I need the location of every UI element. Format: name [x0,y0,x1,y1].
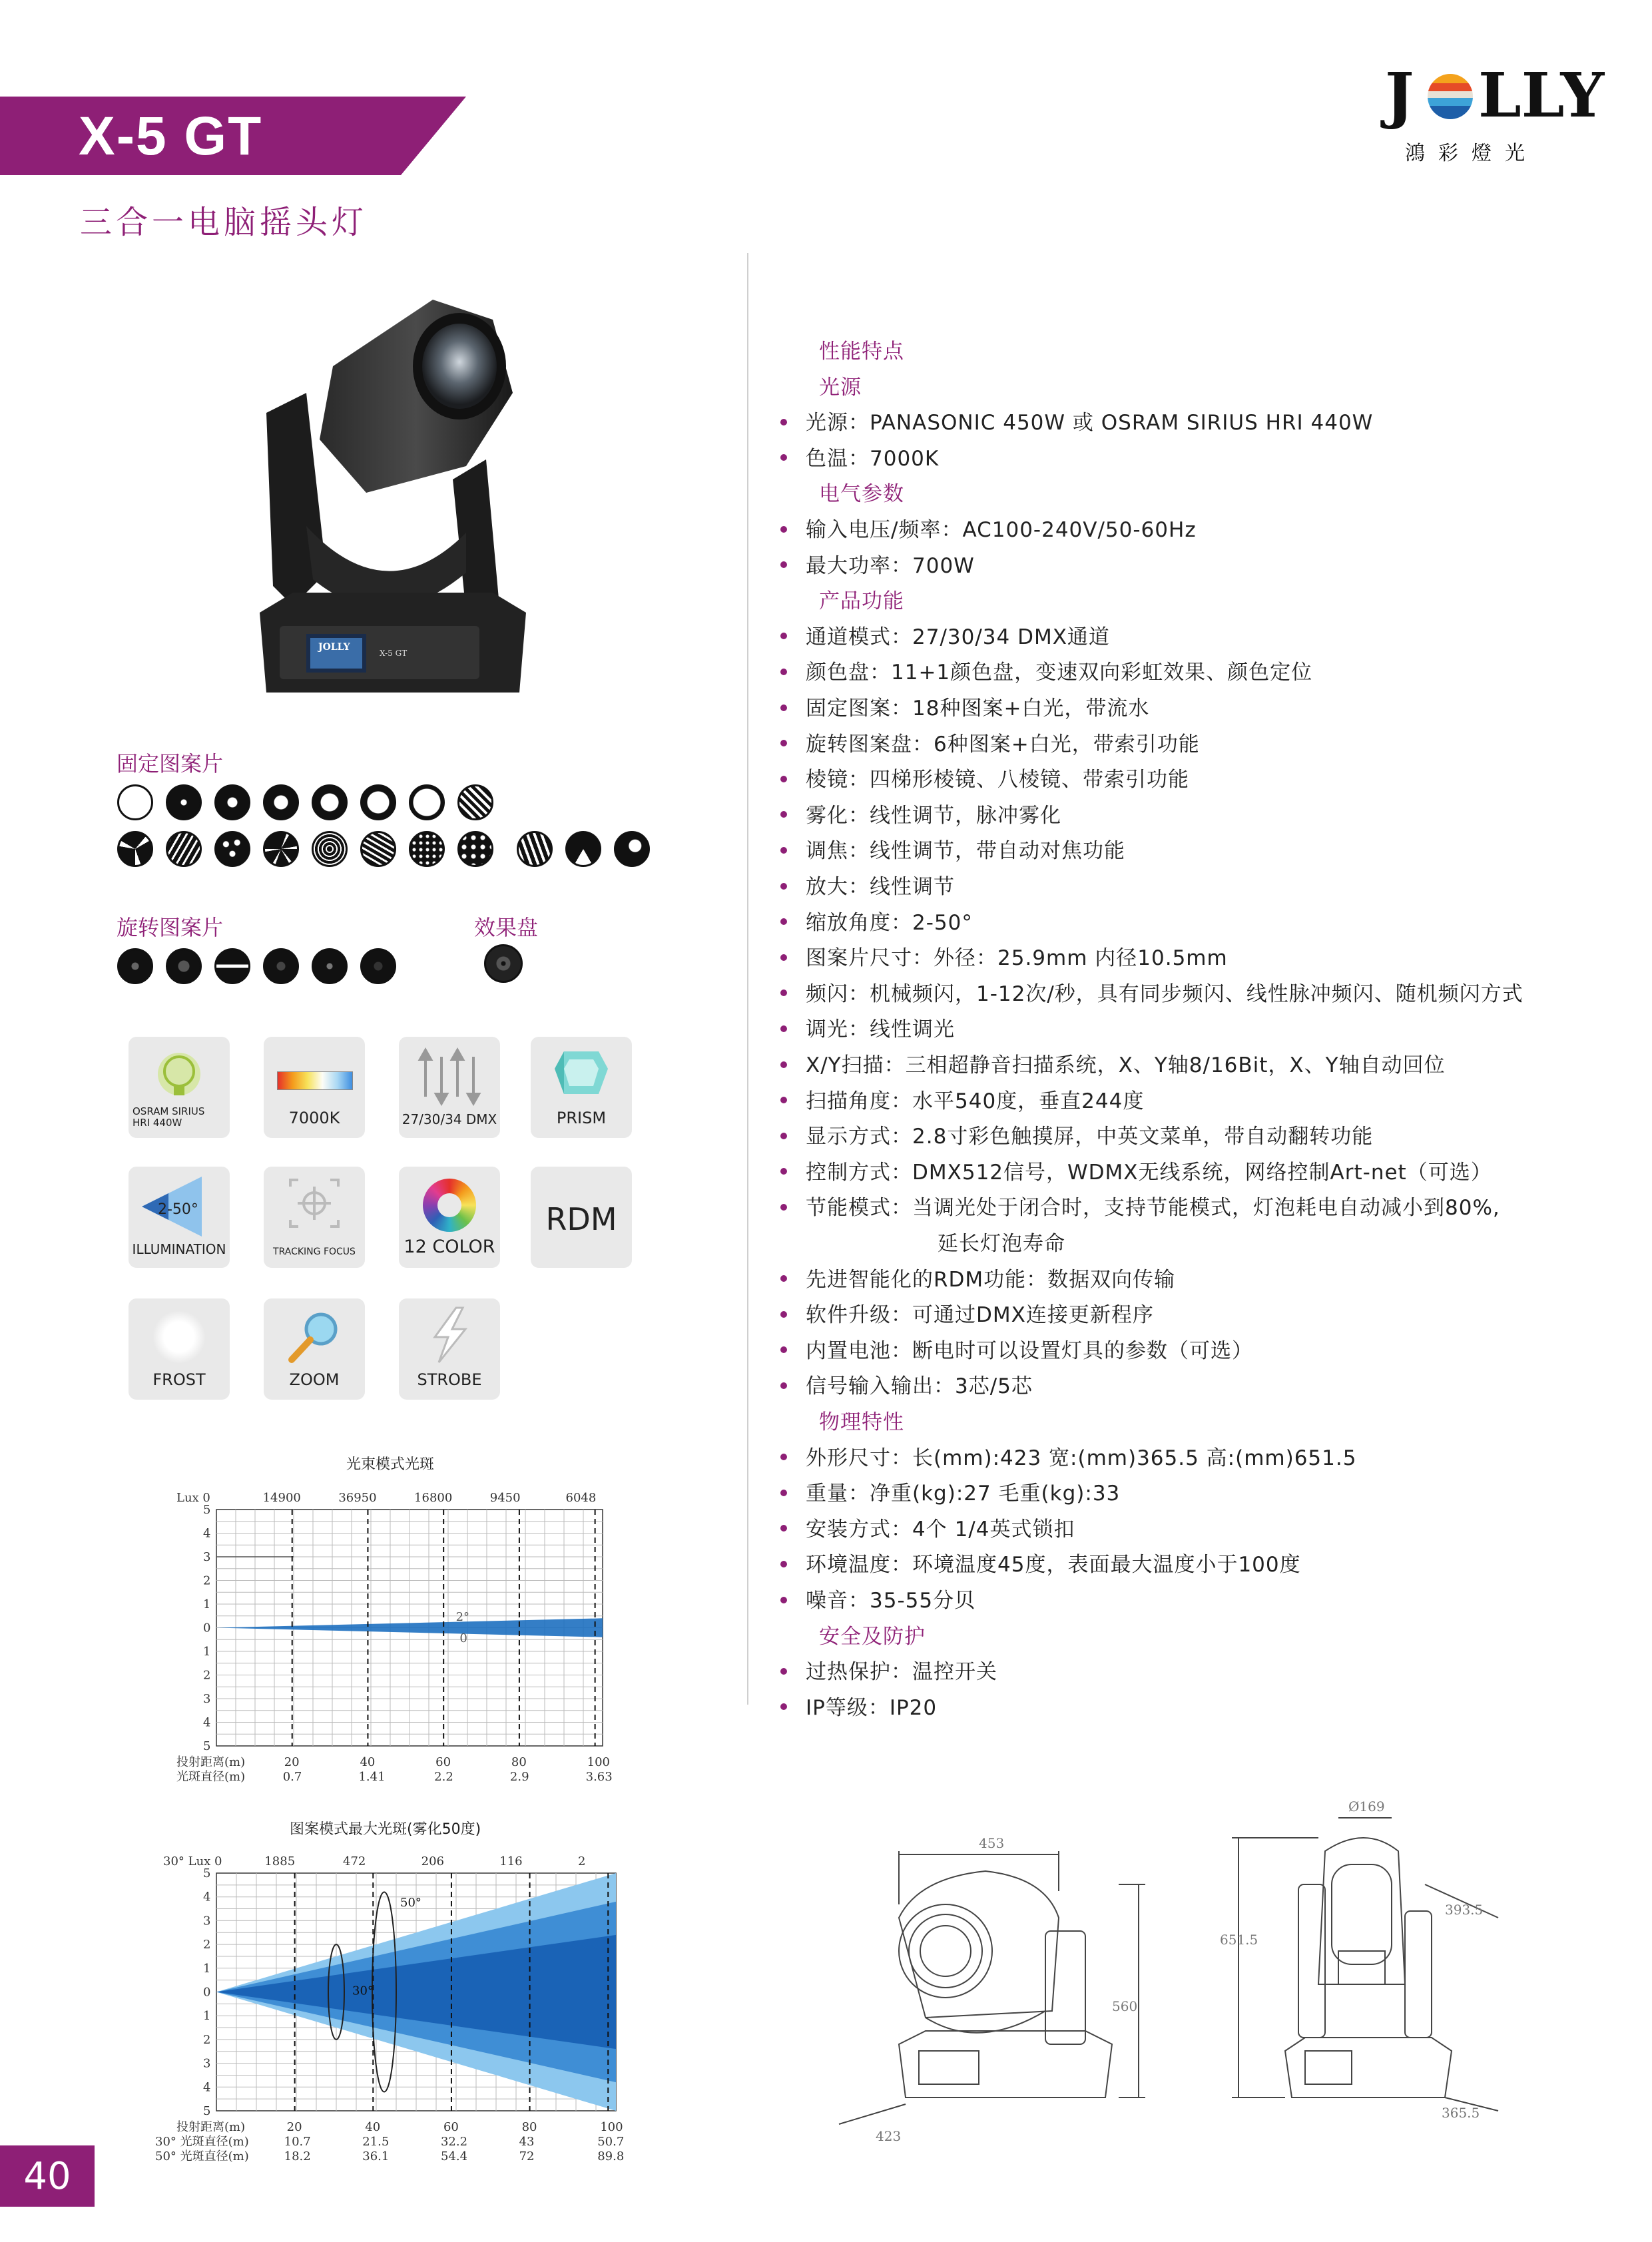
rotating-gobo-1 [117,948,153,984]
bullet-icon [780,1061,787,1068]
bullet-icon [780,1097,787,1103]
spec-item [780,1298,1154,1328]
spec-item [780,1547,1301,1577]
spec-item-text: 图案片尺寸：外径：25.9mm 内径10.5mm [806,946,1228,971]
spec-section-heading: 安全及防护 [819,1624,926,1649]
illumination-angle: 2-50° [158,1201,198,1218]
bullet-icon [780,954,787,961]
spec-item [780,870,955,900]
bullet-icon [780,526,787,533]
lux-value-label: 472 [343,1854,366,1868]
model-title: X-5 GT [79,106,263,166]
dim-depth: 423 [876,2128,902,2144]
dim-total-height: 651.5 [1220,1932,1258,1948]
gobo-dot-3 [263,784,299,820]
spec-item-text: 雾化：线性调节，脉冲雾化 [806,803,1061,828]
spec-item-text: 先进智能化的RDM功能：数据双向传输 [806,1267,1176,1292]
gobo-pattern-4 [263,831,299,867]
bullet-icon [780,1204,787,1211]
feature-icon-illumination [129,1167,230,1268]
svg-text:J: J [1385,59,1414,131]
spec-section-heading: 电气参数 [819,482,904,507]
rotating-gobo-label: 旋转图案片 [117,915,224,940]
bullet-icon [780,1454,787,1460]
spec-section-heading: 光源 [819,375,862,400]
y-tick-label: 5 [203,2104,211,2118]
lux-value-label: 1885 [264,1854,296,1868]
lightning-icon [399,1298,500,1372]
spec-item [780,941,1228,971]
effect-wheel-gobo [484,944,523,983]
dim-base-width: 365.5 [1442,2105,1480,2121]
rotating-gobo-4 [263,948,299,984]
spec-item [780,1691,937,1721]
spec-item-text: 信号输入输出：3芯/5芯 [806,1374,1033,1399]
spec-item [780,1191,1500,1221]
dim-width: 393.5 [1445,1902,1484,1918]
bullet-icon [780,1668,787,1675]
spec-item [780,620,1110,650]
bullet-icon [780,1275,787,1282]
gobo-dot-1 [166,784,202,820]
distance-tick-label: 80 [511,1755,527,1769]
spec-item-text: 颜色盘：11+1颜色盘，变速双向彩虹效果、颜色定位 [806,661,1313,685]
spec-item [780,691,1149,721]
diameter30-tick-label: 10.7 [284,2135,311,2149]
spec-item-text: 节能模式：当调光处于闭合时，支持节能模式，灯泡耗电自动减小到80%, [806,1196,1500,1221]
feature-label-color: 12 COLOR [404,1237,495,1257]
y-tick-label: 3 [203,1550,211,1564]
gobo-pattern-10 [565,831,601,867]
distance-tick-label: 40 [360,1755,376,1769]
bullet-icon [780,776,787,782]
bullet-icon [780,419,787,425]
spec-item-text: 光源：PANASONIC 450W 或 OSRAM SIRIUS HRI 440W [806,411,1374,435]
spec-item-text: 频闪：机械频闪，1-12次/秒，具有同步频闪、线性脉冲频闪、随机频闪方式 [806,981,1523,1006]
fixed-gobo-label: 固定图案片 [117,751,224,776]
spec-item-text: 调光：线性调光 [806,1017,955,1042]
feature-label-illumination: ILLUMINATION [132,1241,226,1257]
spec-item-text: 外形尺寸：长(mm):423 宽:(mm)365.5 高:(mm)651.5 [806,1446,1357,1470]
spec-item [780,1476,1120,1506]
spec-item [780,906,973,936]
spec-item [780,406,1373,435]
lux-label: Lux 0 [176,1491,210,1505]
bullet-icon [780,918,787,925]
y-tick-label: 1 [203,1645,211,1659]
distance-tick-label: 80 [521,2120,537,2134]
gobo-dot-2 [214,784,250,820]
product-photo [253,293,533,712]
y-tick-label: 4 [203,1715,211,1730]
spec-item [780,441,939,471]
bullet-icon [780,454,787,461]
distance-axis-label: 投射距离(m) [176,1755,246,1769]
bullet-icon [780,1525,787,1532]
spec-item-text: 过热保护：温控开关 [806,1660,997,1685]
diameter-tick-label: 2.9 [509,1770,529,1784]
feature-icon-frost [129,1298,230,1400]
distance-tick-label: 20 [286,2120,302,2134]
bullet-icon [780,1382,787,1389]
y-tick-label: 1 [203,2009,211,2024]
brand-logo-graphic [1385,59,1605,131]
diameter30-tick-label: 32.2 [440,2135,468,2149]
bullet-icon [780,1703,787,1710]
diameter50-tick-label: 72 [519,2149,535,2163]
spec-item [780,1441,1356,1471]
diameter30-axis-label: 30° 光斑直径(m) [155,2135,249,2149]
chart1-beam-diagram [166,1475,619,1784]
spec-item [780,834,1125,864]
feature-icon-tracking-focus [264,1167,365,1268]
lux-value-label: 2 [577,1854,586,1868]
bullet-icon [780,669,787,675]
y-tick-label: 2 [203,2032,211,2047]
spec-item [780,1583,975,1613]
spec-item-text: 缩放角度：2-50° [806,910,973,935]
bullet-icon [780,1133,787,1139]
focus-target-icon [264,1167,365,1240]
lux-value-label: 9450 [489,1491,521,1505]
spec-item [780,1084,1144,1114]
y-tick-label: 5 [203,1866,211,1880]
spec-section-heading: 物理特性 [819,1410,904,1434]
outer-angle-label: 50° [400,1895,421,1910]
spec-item-text: 环境温度：环境温度45度，表面最大温度小于100度 [806,1553,1301,1577]
prism-icon [531,1037,632,1110]
y-tick-label: 0 [203,1985,211,2000]
spec-item [780,1262,1175,1292]
rotating-gobo-5 [312,948,348,984]
spec-item [780,1512,1075,1542]
diameter-tick-label: 3.63 [585,1770,613,1784]
spec-item-text: 旋转图案盘：6种图案+白光，带索引功能 [806,732,1200,756]
dim-diameter: Ø169 [1348,1799,1385,1815]
page-number: 40 [0,2145,95,2207]
lux-label: 30° Lux 0 [163,1854,222,1868]
spec-item [780,1369,1033,1399]
feature-label-strobe: STROBE [417,1370,482,1389]
distance-tick-label: 100 [600,2120,623,2134]
diameter-tick-label: 0.7 [282,1770,302,1784]
y-tick-label: 4 [203,2080,211,2095]
bullet-icon [780,847,787,854]
svg-text:LLY: LLY [1478,59,1605,131]
bullet-icon [780,989,787,996]
y-tick-label: 4 [203,1526,211,1541]
bullet-icon [780,1490,787,1496]
rotating-gobo-2 [166,948,202,984]
spec-item [780,727,1200,757]
feature-icon-strobe [399,1298,500,1400]
diameter-tick-label: 1.41 [358,1770,386,1784]
bullet-icon [780,883,787,890]
y-tick-label: 0 [203,1621,211,1635]
bullet-icon [780,1597,787,1603]
spec-item [780,549,975,579]
bullet-icon [780,740,787,746]
dim-height-side: 560 [1112,1998,1138,2014]
rotating-gobo-6 [360,948,396,984]
gobo-dot-5 [360,784,396,820]
y-tick-label: 2 [203,1573,211,1588]
spec-item-text: 最大功率：700W [806,553,975,578]
dimension-drawing-side [1205,1785,1525,2144]
y-tick-label: 2 [203,1938,211,1952]
spec-section-heading: 产品功能 [819,589,904,614]
diameter30-tick-label: 50.7 [597,2135,625,2149]
spec-item-text: 控制方式：DMX512信号，WDMX无线系统，网络控制Art-net（可选） [806,1160,1492,1185]
gobo-pattern-7 [409,831,445,867]
column-divider [747,253,748,1705]
feature-icon-zoom [264,1298,365,1400]
spec-item-text: 噪音：35-55分贝 [806,1589,976,1613]
y-tick-label: 4 [203,1890,211,1904]
gobo-pattern-3 [214,831,250,867]
bullet-icon [780,1561,787,1567]
beam-zero-label: 0 [459,1631,467,1645]
chart1-title: 光束模式光斑 [346,1456,435,1473]
spec-item-text: 棱镜：四梯形棱镜、八棱镜、带索引功能 [806,768,1189,792]
spec-item [780,1012,955,1042]
brand-chinese: 鴻彩燈光 [1405,142,1538,165]
diameter50-tick-label: 18.2 [284,2149,311,2163]
y-tick-label: 2 [203,1668,211,1683]
distance-tick-label: 100 [587,1755,610,1769]
spec-item-text: 重量：净重(kg):27 毛重(kg):33 [806,1482,1121,1506]
spec-item [780,762,1189,792]
diameter30-tick-label: 43 [519,2135,535,2149]
spec-item-text: 放大：线性调节 [806,875,955,899]
spec-item-text: 调焦：线性调节，带自动对焦功能 [806,839,1125,864]
spec-item-text: 显示方式：2.8寸彩色触摸屏，中英文菜单，带自动翻转功能 [806,1125,1374,1149]
dimension-drawing-front [826,1798,1172,2144]
spec-item [780,1655,997,1685]
distance-tick-label: 40 [365,2120,381,2134]
gobo-pattern-6 [360,831,396,867]
lux-value-label: 116 [499,1854,523,1868]
color-temp-bar-icon [277,1071,353,1090]
gobo-pattern-5 [312,831,348,867]
distance-axis-label: 投射距离(m) [176,2120,246,2134]
spec-item [780,1334,1253,1364]
product-subtitle: 三合一电脑摇头灯 [80,204,368,241]
gobo-pattern-2 [166,831,202,867]
gobo-dot-6 [409,784,445,820]
feature-label-prism: PRISM [556,1109,607,1127]
diameter30-tick-label: 21.5 [362,2135,390,2149]
y-tick-label: 3 [203,2056,211,2071]
distance-tick-label: 20 [284,1755,300,1769]
bullet-icon [780,561,787,568]
y-tick-label: 5 [203,1739,211,1753]
rotating-gobo-3 [214,948,250,984]
beam-angle-label: 2° [455,1609,470,1624]
feature-icon-dmx [399,1037,500,1138]
bullet-icon [780,1346,787,1353]
bullet-icon [780,1168,787,1175]
spec-item-text: 软件升级：可通过DMX连接更新程序 [806,1303,1154,1328]
spec-item-text: 扫描角度：水平540度，垂直244度 [806,1089,1145,1113]
diameter50-tick-label: 36.1 [362,2149,390,2163]
gobo-pattern-11 [614,831,650,867]
gobo-pattern-grid [457,784,493,820]
spec-item [780,1155,1492,1185]
svg-text:JOLLY: JOLLY [318,642,350,653]
diameter-axis-label: 光斑直径(m) [176,1770,246,1784]
spec-item-text: IP等级：IP20 [806,1695,938,1720]
spec-item-text: 输入电压/频率：AC100-240V/50-60Hz [806,518,1197,542]
lux-value-label: 6048 [565,1491,597,1505]
dmx-arrows-icon [399,1037,500,1110]
spec-item [780,513,1197,543]
distance-tick-label: 60 [443,2120,459,2134]
spec-section-heading: 性能特点 [819,340,904,364]
gobo-open [117,784,153,820]
y-tick-label: 3 [203,1692,211,1706]
lux-value-label: 14900 [262,1491,301,1505]
color-wheel-icon [423,1179,476,1232]
y-tick-label: 1 [203,1961,211,1976]
spec-item-continuation: 延长灯泡寿命 [938,1232,1065,1256]
bullet-icon [780,1311,787,1318]
bullet-icon [780,811,787,818]
feature-icon-lamp [129,1037,230,1138]
bullet-icon [780,1025,787,1032]
lux-value-label: 36950 [338,1491,377,1505]
spec-item-text: 固定图案：18种图案+白光，带流水 [806,697,1150,720]
gobo-pattern-9 [517,831,553,867]
bulb-icon [129,1037,230,1110]
frost-glow-icon [152,1310,206,1364]
feature-icon-rdm [531,1167,632,1268]
feature-icon-prism [531,1037,632,1138]
feature-label-dmx: 27/30/34 DMX [402,1111,497,1127]
inner-angle-label: 30° [352,1984,374,1998]
dim-length: 453 [979,1835,1005,1851]
spec-item-text: 通道模式：27/30/34 DMX通道 [806,625,1110,649]
feature-label-lamp: OSRAM SIRIUS HRI 440W [133,1105,205,1129]
spec-item-text: 色温：7000K [806,446,940,471]
spec-item [780,1119,1373,1149]
diameter-tick-label: 2.2 [434,1770,453,1784]
spec-item-text: X/Y扫描：三相超静音扫描系统，X、Y轴8/16Bit，X、Y轴自动回位 [806,1053,1446,1077]
gobo-dot-4 [312,784,348,820]
feature-icon-color-temp [264,1037,365,1138]
feature-label-zoom: ZOOM [289,1370,340,1389]
feature-label-rdm: RDM [545,1201,617,1237]
feature-icon-color [399,1167,500,1268]
y-tick-label: 1 [203,1597,211,1611]
brand-logo [1385,59,1605,165]
diameter50-tick-label: 54.4 [440,2149,468,2163]
spec-item-text: 内置电池：断电时可以设置灯具的参数（可选） [806,1338,1253,1363]
distance-tick-label: 60 [435,1755,451,1769]
svg-text:X-5 GT: X-5 GT [380,649,408,658]
spec-item-text: 安装方式：4个 1/4英式锁扣 [806,1517,1075,1541]
magnifier-icon [264,1298,365,1372]
chart2-beam-diagram [143,1841,636,2174]
gobo-pattern-8 [457,831,493,867]
chart2-title: 图案模式最大光斑(雾化50度) [290,1821,481,1838]
gobo-pattern-1 [117,831,153,867]
spec-item [780,977,1523,1007]
y-tick-label: 5 [203,1503,211,1517]
spec-item [780,798,1061,828]
effect-wheel-label: 效果盘 [474,915,539,940]
feature-label-color-temp: 7000K [288,1109,340,1127]
feature-label-frost: FROST [152,1370,206,1389]
lux-value-label: 16800 [414,1491,453,1505]
lux-value-label: 206 [421,1854,445,1868]
diameter50-tick-label: 89.8 [597,2149,625,2163]
diameter50-axis-label: 50° 光斑直径(m) [155,2149,249,2163]
bullet-icon [780,633,787,639]
spec-item [780,1048,1446,1078]
feature-label-tracking-focus: TRACKING FOCUS [273,1247,356,1257]
spec-item [780,655,1312,685]
bullet-icon [780,704,787,711]
y-tick-label: 3 [203,1914,211,1928]
